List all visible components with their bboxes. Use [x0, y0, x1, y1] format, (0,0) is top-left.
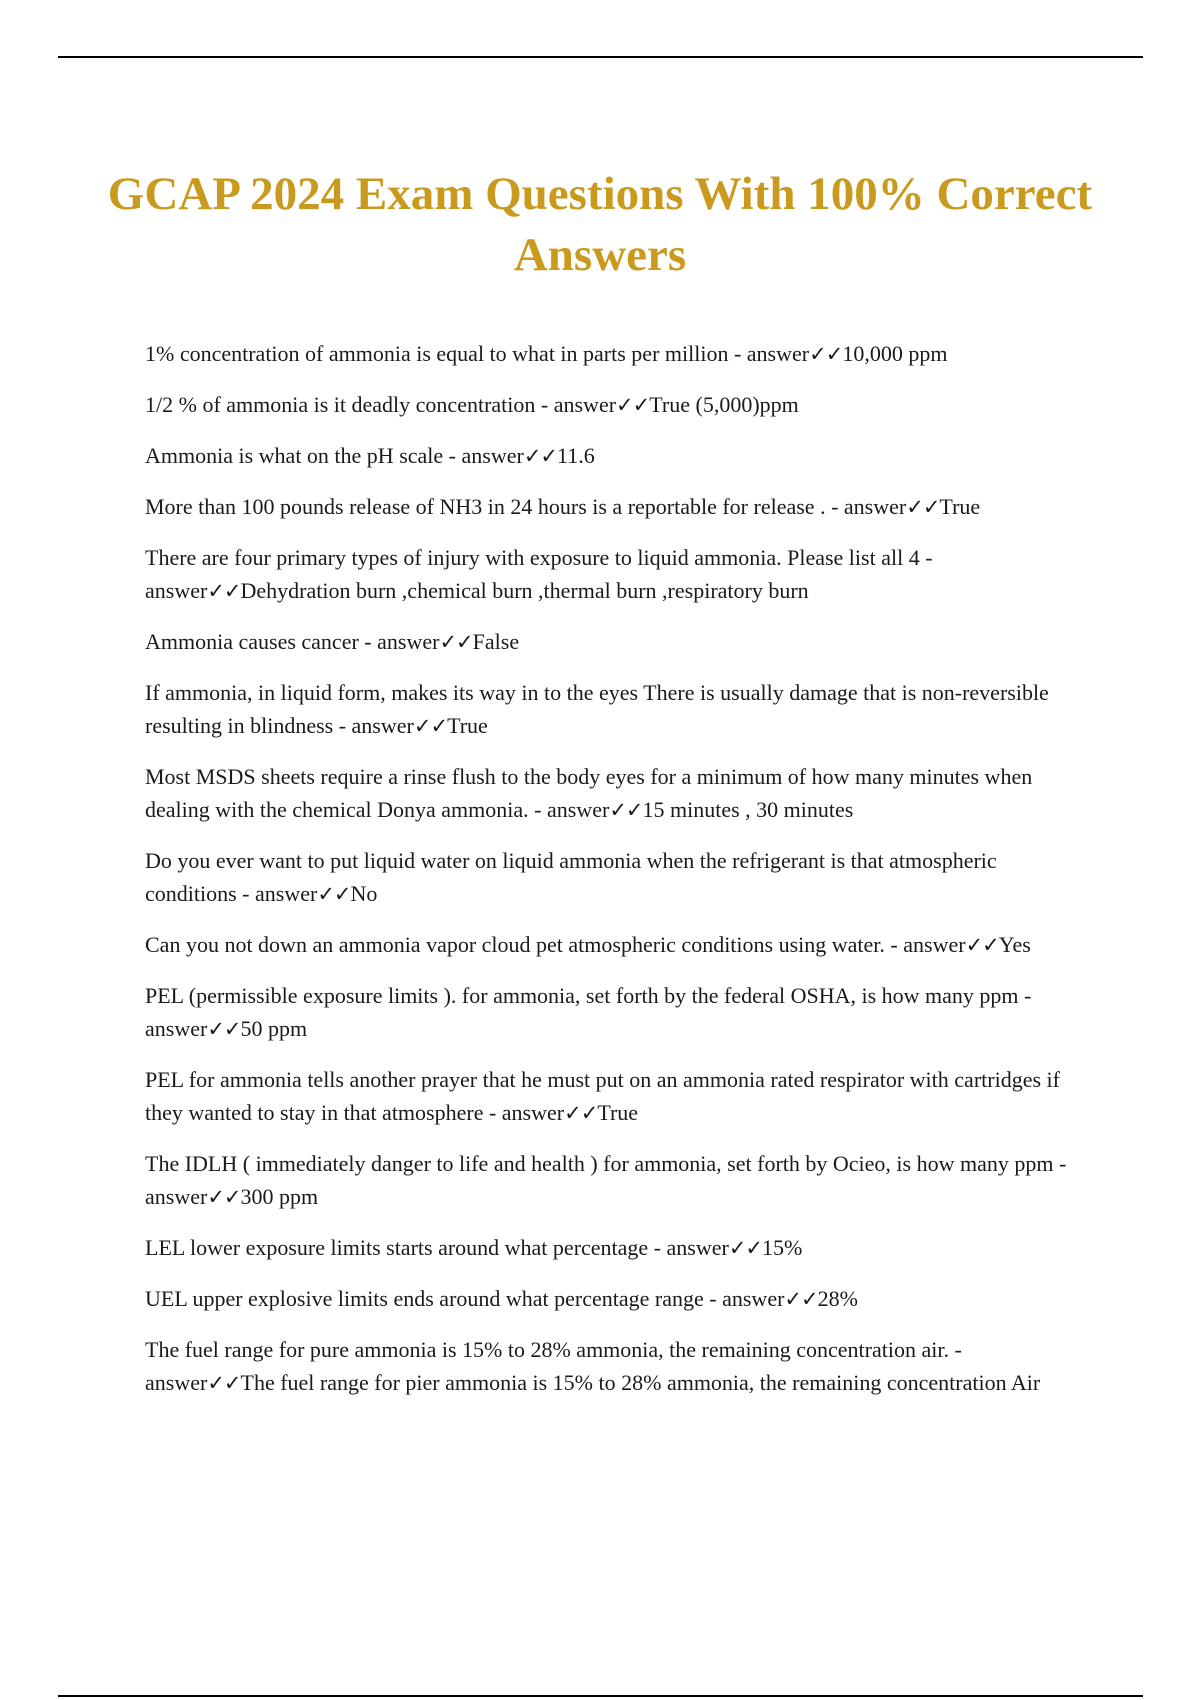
- qa-item-7: [145, 676, 1090, 743]
- answer-prefix: answer: [666, 1235, 729, 1260]
- answer-separator: -: [648, 1235, 667, 1260]
- question-text: Ammonia causes cancer: [145, 629, 359, 654]
- qa-item-15: [145, 1282, 1090, 1316]
- double-check-icon: ✓✓: [523, 444, 558, 468]
- answer-separator: -: [236, 881, 255, 906]
- question-text: Ammonia is what on the pH scale: [145, 443, 444, 468]
- double-check-icon: ✓✓: [317, 882, 351, 906]
- answer-text: 300 ppm: [240, 1184, 319, 1209]
- answer-prefix: answer: [461, 443, 524, 468]
- question-text: Do you ever want to put liquid water on liquid ammonia when the refrigerant is that atmospheric conditions: [145, 848, 997, 906]
- qa-item-1: [145, 337, 1090, 371]
- question-text: If ammonia, in liquid form, makes its way in to the eyes There is usually damage that is non-reversible resulting in blindness: [145, 680, 1049, 738]
- answer-separator: -: [443, 443, 462, 468]
- answer-text: 10,000 ppm: [842, 341, 948, 366]
- answer-text: 28%: [817, 1286, 858, 1311]
- answer-prefix: answer: [351, 713, 414, 738]
- answer-text: True: [447, 713, 488, 738]
- answer-separator: -: [728, 341, 747, 366]
- answer-text: True (5,000)ppm: [649, 392, 799, 417]
- question-text: LEL lower exposure limits starts around what percentage: [145, 1235, 649, 1260]
- answer-separator: -: [333, 713, 352, 738]
- answer-text: 50 ppm: [240, 1016, 308, 1041]
- answer-prefix: answer: [553, 392, 617, 417]
- answer-prefix: answer: [145, 1370, 208, 1395]
- question-text: More than 100 pounds release of NH3 in 24 hours is a reportable for release .: [145, 494, 826, 519]
- answer-text: 15%: [762, 1235, 803, 1260]
- answer-prefix: answer: [501, 1100, 565, 1125]
- double-check-icon: ✓✓: [809, 342, 843, 366]
- question-text: The IDLH ( immediately danger to life and health ) for ammonia, set forth by Ocieo, is how many ppm: [145, 1151, 1054, 1176]
- answer-text: The fuel range for pier ammonia is 15% to 28% ammonia, the remaining concentration Air: [240, 1370, 1041, 1395]
- answer-separator: -: [703, 1286, 723, 1311]
- qa-item-8: [145, 760, 1090, 827]
- qa-item-4: [145, 490, 1090, 524]
- qa-item-9: [145, 844, 1090, 911]
- double-check-icon: ✓✓: [616, 393, 650, 417]
- double-check-icon: ✓✓: [207, 1017, 241, 1041]
- question-text: 1/2 % of ammonia is it deadly concentration: [145, 392, 536, 417]
- answer-separator: -: [884, 932, 904, 957]
- answer-text: True: [597, 1100, 639, 1125]
- answer-text: 15 minutes , 30 minutes: [642, 797, 854, 822]
- answer-text: Yes: [998, 932, 1031, 957]
- answer-separator: -: [483, 1100, 502, 1125]
- answer-separator: -: [1053, 1151, 1067, 1176]
- double-check-icon: ✓✓: [728, 1236, 763, 1260]
- qa-item-5: [145, 541, 1090, 608]
- double-check-icon: ✓✓: [906, 495, 940, 519]
- qa-item-12: [145, 1063, 1090, 1130]
- question-text: PEL (permissible exposure limits ). for ammonia, set forth by the federal OSHA, is how many ppm: [145, 983, 1019, 1008]
- qa-item-10: [145, 928, 1090, 962]
- double-check-icon: ✓✓: [784, 1287, 818, 1311]
- document-title: GCAP 2024 Exam Questions With 100% Correct Answers: [107, 168, 1093, 281]
- qa-item-13: [145, 1147, 1090, 1214]
- qa-item-2: [145, 388, 1090, 422]
- qa-item-3: [145, 439, 1090, 473]
- answer-separator: -: [535, 392, 554, 417]
- answer-prefix: answer: [145, 1184, 208, 1209]
- qa-item-11: [145, 979, 1090, 1046]
- double-check-icon: ✓✓: [965, 933, 999, 957]
- answer-prefix: answer: [145, 1016, 208, 1041]
- double-check-icon: ✓✓: [564, 1101, 598, 1125]
- double-check-icon: ✓✓: [207, 1185, 241, 1209]
- answer-prefix: answer: [547, 797, 610, 822]
- question-list: [145, 337, 1090, 1417]
- question-text: PEL for ammonia tells another prayer that he must put on an ammonia rated respirator with cartridges if they wanted to stay in that atmosphere: [145, 1067, 1060, 1125]
- answer-text: 11.6: [557, 443, 595, 468]
- double-check-icon: ✓✓: [207, 1371, 241, 1395]
- qa-item-6: [145, 625, 1090, 659]
- question-text: Most MSDS sheets require a rinse flush to the body eyes for a minimum of how many minutes when dealing with the chemical Donya ammonia.: [145, 764, 1033, 822]
- answer-prefix: answer: [903, 932, 966, 957]
- answer-separator: -: [919, 545, 933, 570]
- answer-separator: -: [1018, 983, 1032, 1008]
- question-text: Can you not down an ammonia vapor cloud pet atmospheric conditions using water.: [145, 932, 885, 957]
- answer-text: No: [350, 881, 378, 906]
- answer-separator: -: [825, 494, 844, 519]
- qa-item-16: [145, 1333, 1090, 1400]
- double-check-icon: ✓✓: [439, 630, 473, 654]
- answer-prefix: answer: [722, 1286, 785, 1311]
- bottom-divider: [58, 1695, 1143, 1697]
- question-text: UEL upper explosive limits ends around what percentage range: [145, 1286, 704, 1311]
- double-check-icon: ✓✓: [413, 714, 448, 738]
- answer-prefix: answer: [145, 578, 208, 603]
- answer-text: Dehydration burn ,chemical burn ,thermal burn ,respiratory burn: [240, 578, 809, 603]
- double-check-icon: ✓✓: [207, 579, 241, 603]
- answer-prefix: answer: [746, 341, 810, 366]
- answer-separator: -: [528, 797, 547, 822]
- answer-prefix: answer: [843, 494, 907, 519]
- question-text: There are four primary types of injury with exposure to liquid ammonia. Please list all 4: [145, 545, 920, 570]
- double-check-icon: ✓✓: [609, 798, 643, 822]
- qa-item-14: [145, 1231, 1090, 1265]
- answer-prefix: answer: [255, 881, 318, 906]
- answer-prefix: answer: [377, 629, 440, 654]
- answer-text: False: [472, 629, 520, 654]
- question-text: 1% concentration of ammonia is equal to what in parts per million: [145, 341, 729, 366]
- top-divider: [58, 56, 1143, 58]
- answer-separator: -: [948, 1337, 962, 1362]
- question-text: The fuel range for pure ammonia is 15% to 28% ammonia, the remaining concentration air.: [145, 1337, 949, 1362]
- answer-separator: -: [358, 629, 378, 654]
- answer-text: True: [939, 494, 981, 519]
